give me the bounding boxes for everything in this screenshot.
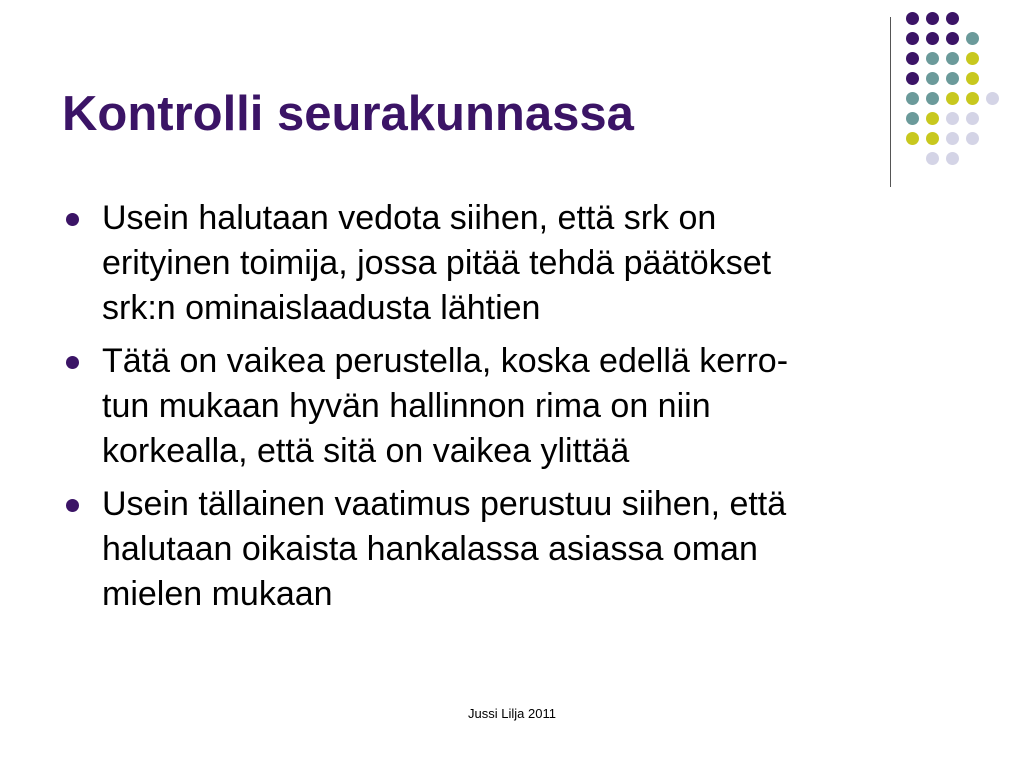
decorative-dot	[946, 112, 959, 125]
decorative-dot	[926, 132, 939, 145]
bullet-text-line: mielen mukaan	[102, 575, 333, 613]
slide-title: Kontrolli seurakunnassa	[62, 87, 634, 141]
decorative-dot	[946, 52, 959, 65]
decorative-dot-grid	[906, 12, 1024, 172]
decorative-dot	[946, 132, 959, 145]
decorative-dot	[946, 92, 959, 105]
decorative-dot	[966, 52, 979, 65]
bullet-text-line: halutaan oikaista hankalassa asiassa oman	[102, 530, 758, 568]
decorative-dot	[966, 32, 979, 45]
decorative-dot	[926, 112, 939, 125]
decorative-dot	[926, 12, 939, 25]
bullet-text-line: erityinen toimija, jossa pitää tehdä päätökset	[102, 244, 772, 282]
decorative-dot	[906, 12, 919, 25]
decorative-dot	[926, 92, 939, 105]
decorative-dot	[966, 112, 979, 125]
decorative-dot	[906, 132, 919, 145]
bullet-dot-icon	[66, 356, 79, 369]
decorative-dot	[906, 92, 919, 105]
decorative-dot	[926, 152, 939, 165]
decorative-dot	[906, 112, 919, 125]
decorative-dot	[966, 92, 979, 105]
bullet-item	[66, 196, 966, 331]
bullet-text-line: Usein halutaan vedota siihen, että srk on	[102, 199, 717, 237]
bullet-text-line: korkealla, että sitä on vaikea ylittää	[102, 432, 630, 470]
bullet-list	[66, 196, 966, 625]
decorative-dot	[926, 72, 939, 85]
bullet-text-line: Usein tällainen vaatimus perustuu siihen, että	[102, 485, 787, 523]
decorative-dot	[926, 52, 939, 65]
vertical-divider	[890, 17, 891, 187]
bullet-text-line: srk:n ominaislaadusta lähtien	[102, 289, 541, 327]
bullet-dot-icon	[66, 499, 79, 512]
decorative-dot	[906, 32, 919, 45]
bullet-item	[66, 339, 966, 474]
decorative-dot	[966, 132, 979, 145]
bullet-item	[66, 482, 966, 617]
bullet-text-line: tun mukaan hyvän hallinnon rima on niin	[102, 387, 711, 425]
decorative-dot	[946, 72, 959, 85]
decorative-dot	[986, 92, 999, 105]
decorative-dot	[946, 12, 959, 25]
bullet-text-line: Tätä on vaikea perustella, koska edellä kerro-	[102, 342, 789, 380]
footer-author: Jussi Lilja 2011	[468, 706, 556, 721]
decorative-dot	[946, 152, 959, 165]
decorative-dot	[966, 72, 979, 85]
bullet-dot-icon	[66, 213, 79, 226]
decorative-dot	[906, 52, 919, 65]
decorative-dot	[906, 72, 919, 85]
decorative-dot	[946, 32, 959, 45]
decorative-dot	[926, 32, 939, 45]
